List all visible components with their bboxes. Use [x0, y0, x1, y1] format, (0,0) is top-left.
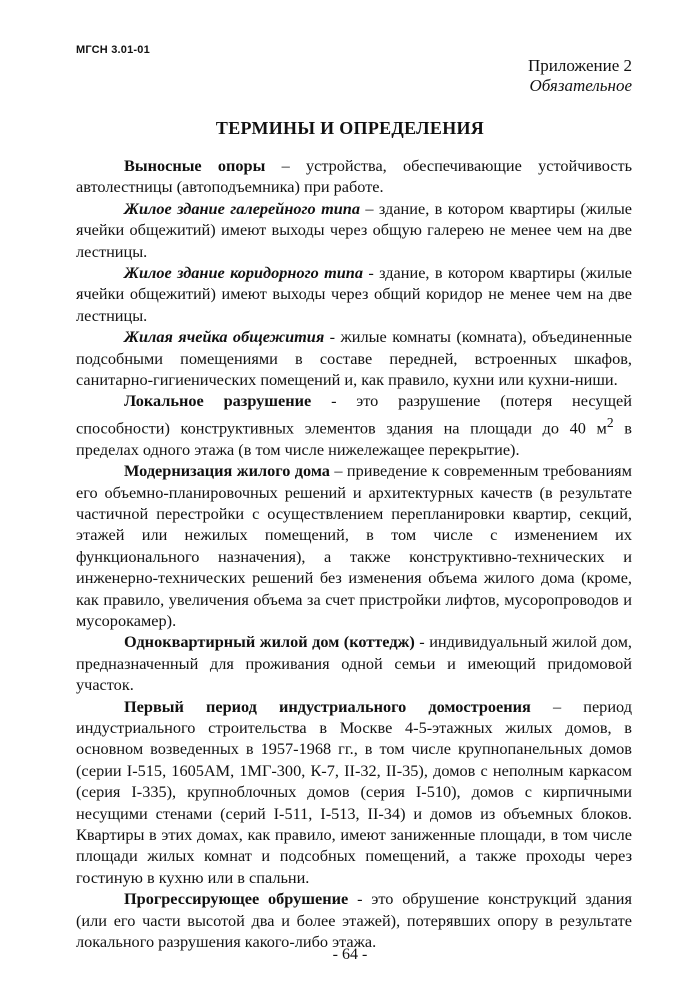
- definition-text: – устройства, обеспечивающие устойчивость автолестницы (автоподъемника) при работе.: [76, 156, 633, 197]
- definition-gallery-building: [76, 198, 632, 262]
- definition-term: Одноквартирный жилой дом (коттедж): [124, 632, 415, 652]
- definition-text: - здание, в котором квартиры (жилые ячейки общежитий) имеют выходы через общий коридор не менее чем на две лестницы.: [76, 263, 633, 325]
- definition-cottage: [76, 631, 632, 695]
- definition-dormitory-cell: [76, 326, 632, 390]
- document-code: МГСН 3.01-01: [76, 44, 150, 56]
- definition-local-failure: [76, 390, 632, 460]
- appendix-label: Приложение 2: [528, 56, 632, 75]
- definition-term: Жилое здание галерейного типа: [124, 198, 360, 218]
- definition-first-industrial-period: [76, 696, 632, 889]
- definition-text: - жилые комнаты (комната), объединенные подсобными помещениями в составе передней, встроенных шкафов, санитарно-гигиенических помещений и, как правило, кухни или кухни-ниши.: [76, 327, 632, 390]
- definition-superscript: 2: [606, 414, 614, 430]
- definition-text: - это обрушение конструкций здания (или его части высотой два и более этажей), потерявших опору в результате локального разрушения какого-либо этажа.: [76, 889, 632, 952]
- definition-modernization: [76, 460, 632, 631]
- definition-text: – приведение к современным требованиям его объемно-планировочных решений и архитектурных качеств (в результате частичной перестройки с осуществлением перепланировки квартир, секций, этажей или нежилых помещений, в том числе с изменением их функционального назначения), а также конструктивно-технических и инженерно-технических решений без изменения объема жилого дома (кроме, как правило, увеличения объема за счет пристройки лифтов, мусоропроводов и мусорокамер).: [76, 461, 632, 630]
- definition-text: – период индустриального строительства в Москве 4-5-этажных жилых домов, в основном возведенных в 1957-1968 гг., в том числе крупнопанельных домов (серии I-515, 1605АМ, 1МГ-300, К-7, II-32, II-35), домов с неполным каркасом (серия I-335), крупноблочных домов (серия I-510), домов с кирпичными несущими стенами (серий I-511, I-513, II-34) и домов из объемных блоков. Квартиры в этих домах, как правило, имеют заниженные площади, в том числе площади жилых комнат и подсобных помещений, а также проходы через гостиную в кухню или в спальни.: [76, 696, 632, 887]
- definition-term: Прогрессирующее обрушение: [124, 889, 349, 909]
- page-number: - 64 -: [332, 946, 368, 963]
- definition-term: Жилое здание коридорного типа: [124, 263, 364, 283]
- definition-text: - это разрушение (потеря несущей способности) конструктивных элементов здания на площади до 40 м: [76, 391, 632, 438]
- definition-outrigger: [76, 155, 632, 198]
- appendix-status: Обязательное: [529, 76, 632, 95]
- definitions-list: [76, 155, 632, 952]
- page-title: ТЕРМИНЫ И ОПРЕДЕЛЕНИЯ: [215, 118, 485, 138]
- definition-term: Модернизация жилого дома: [124, 461, 330, 481]
- appendix-block: [528, 56, 632, 96]
- definition-progressive-collapse: [76, 888, 632, 952]
- definition-term: Первый период индустриального домостроения: [124, 696, 531, 716]
- definition-term: Локальное разрушение: [124, 391, 312, 411]
- definition-term: Выносные опоры: [124, 156, 266, 175]
- definition-text-continued: в пределах одного этажа (в том числе нижележащее перекрытие).: [76, 418, 632, 459]
- definition-text: - индивидуальный жилой дом, предназначенный для проживания одной семьи и имеющий придомовой участок.: [76, 632, 632, 695]
- definition-corridor-building: [76, 262, 632, 326]
- definition-term: Жилая ячейка общежития: [124, 327, 325, 347]
- definition-text: – здание, в котором квартиры (жилые ячейки общежитий) имеют выходы через общую галерею не менее чем на две лестницы.: [76, 198, 632, 261]
